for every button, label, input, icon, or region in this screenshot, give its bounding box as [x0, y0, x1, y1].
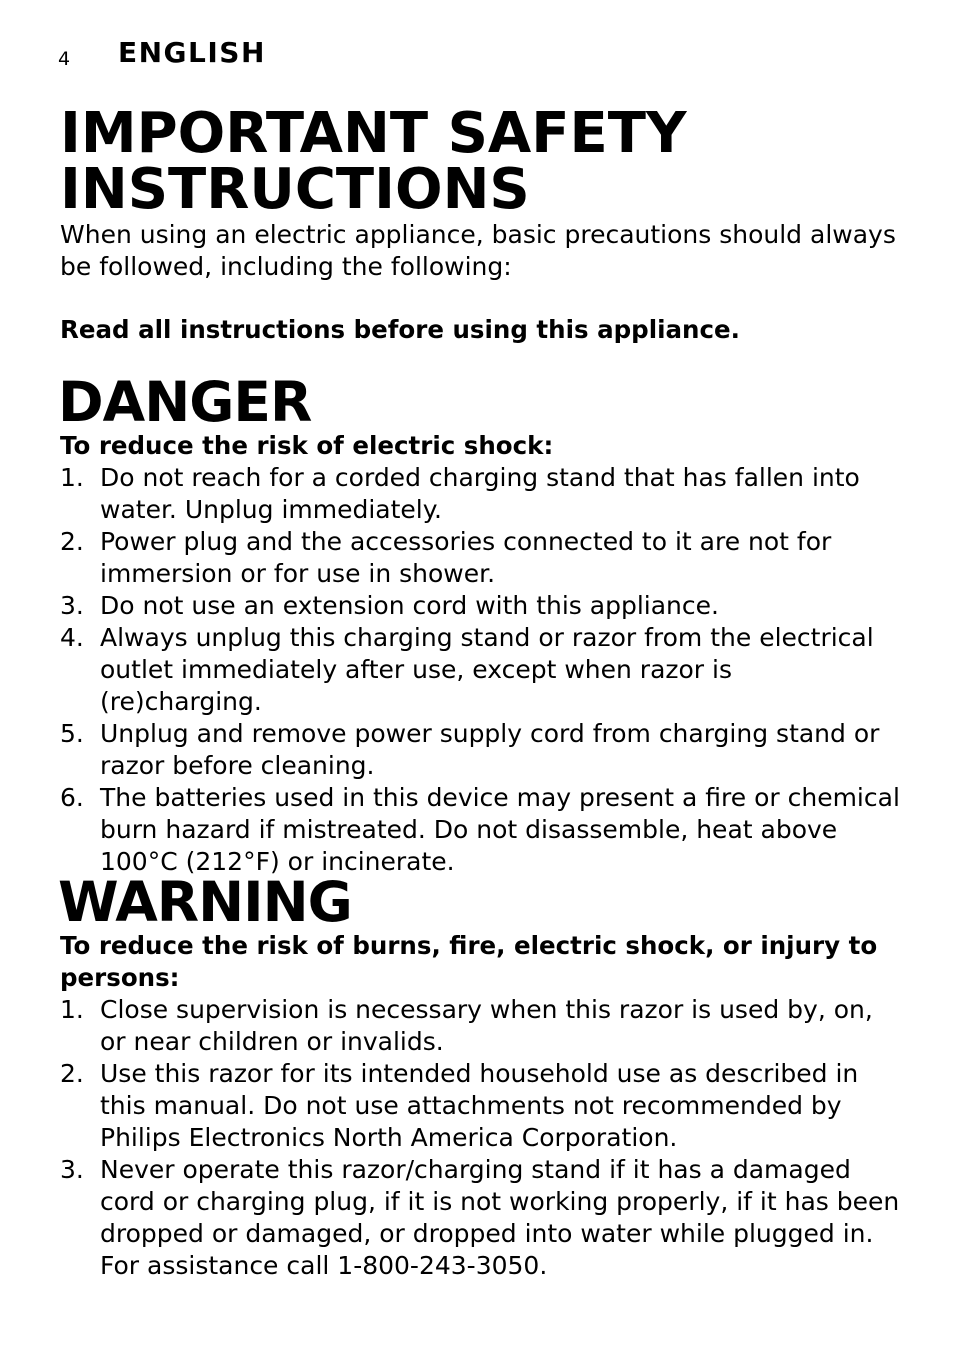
list-item-number: 3.: [60, 1155, 84, 1184]
page-title-line-1: IMPORTANT SAFETY: [60, 101, 687, 166]
list-item-text: Never operate this razor/charging stand if it has a damaged cord or charging plug, if it is not working properly, if it has been dropped or damaged, or dropped into water while plugged in. For assistance call 1-800-243-3050.: [100, 1155, 900, 1280]
list-item-number: 6.: [60, 783, 84, 812]
list-item-text: Close supervision is necessary when this razor is used by, on, or near children or invalids.: [100, 995, 873, 1056]
list-item: [60, 590, 900, 622]
list-item-text: Use this razor for its intended household use as described in this manual. Do not use attachments not recommended by Philips Electronics North America Corporation.: [100, 1059, 859, 1152]
danger-heading: DANGER: [58, 370, 312, 434]
warning-subheading: To reduce the risk of burns, fire, electric shock, or injury to persons:: [60, 931, 878, 992]
list-item: [60, 622, 900, 718]
list-item-number: 2.: [60, 1059, 84, 1088]
list-item-text: Power plug and the accessories connected to it are not for immersion or for use in shower.: [100, 527, 832, 588]
warning-heading: WARNING: [58, 870, 352, 934]
list-item-number: 5.: [60, 719, 84, 748]
list-item-number: 3.: [60, 591, 84, 620]
list-item-number: 4.: [60, 623, 84, 652]
warning-list: [60, 994, 900, 1282]
list-item: [60, 526, 900, 590]
page-title: [60, 101, 920, 222]
page-number: 4: [58, 48, 71, 70]
list-item-text: The batteries used in this device may present a fire or chemical burn hazard if mistreated. Do not disassemble, heat above 100°C (212°F) or incinerate.: [100, 783, 900, 876]
section-label: ENGLISH: [118, 36, 266, 69]
danger-list: [60, 462, 900, 878]
list-item-number: 1.: [60, 995, 84, 1024]
intro-paragraph: When using an electric appliance, basic precautions should always be followed, including the following:: [60, 220, 896, 281]
read-all-notice: Read all instructions before using this appliance.: [60, 315, 740, 344]
list-item: [60, 782, 900, 878]
list-item: [60, 994, 900, 1058]
list-item-text: Do not use an extension cord with this appliance.: [100, 591, 719, 620]
list-item-text: Always unplug this charging stand or razor from the electrical outlet immediately after use, except when razor is (re)charging.: [100, 623, 874, 716]
list-item: [60, 718, 900, 782]
list-item: [60, 462, 900, 526]
list-item-number: 2.: [60, 527, 84, 556]
danger-subheading: To reduce the risk of electric shock:: [60, 431, 554, 460]
list-item: [60, 1154, 900, 1282]
list-item: [60, 1058, 900, 1154]
list-item-text: Do not reach for a corded charging stand that has fallen into water. Unplug immediately.: [100, 463, 860, 524]
list-item-number: 1.: [60, 463, 84, 492]
list-item-text: Unplug and remove power supply cord from charging stand or razor before cleaning.: [100, 719, 880, 780]
page-title-line-2: INSTRUCTIONS: [60, 157, 530, 222]
